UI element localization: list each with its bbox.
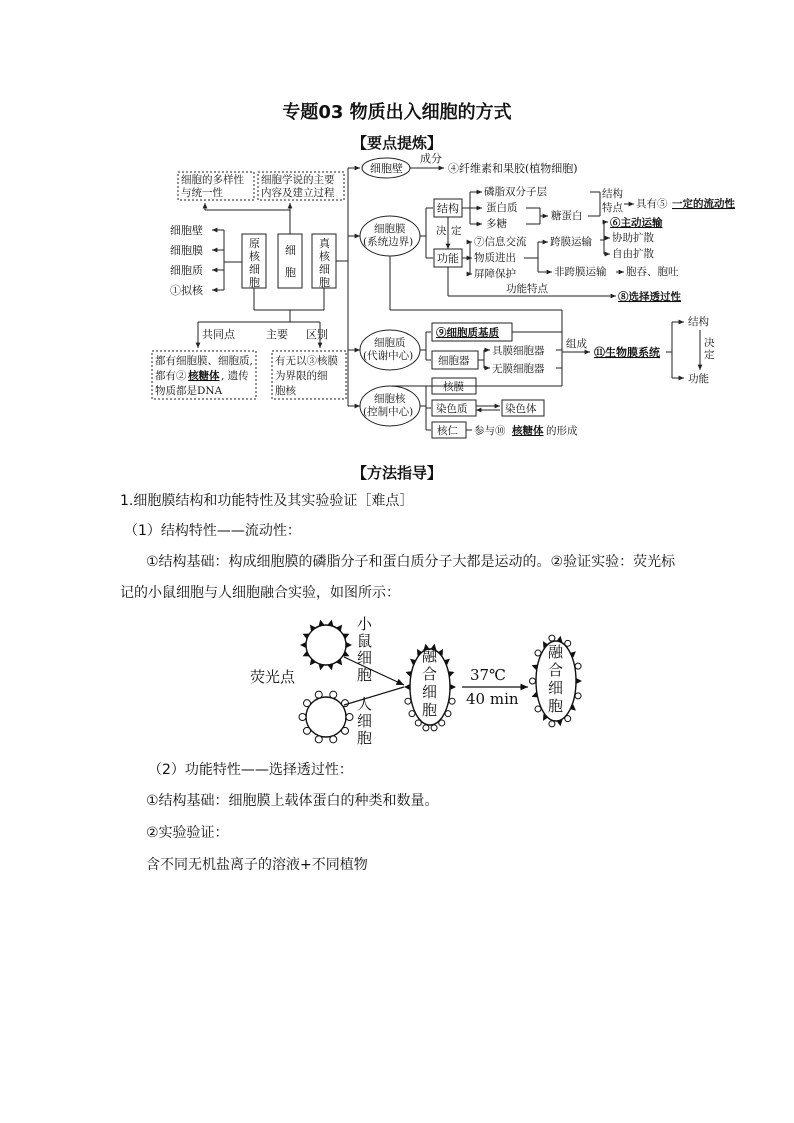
node-membrane-name: 细胞膜 bbox=[374, 223, 406, 235]
fluorescent-dot bbox=[449, 698, 455, 704]
label-temperature: 37℃ bbox=[470, 666, 506, 684]
label-main: 主要 bbox=[266, 328, 288, 341]
box-prokaryote bbox=[249, 237, 261, 289]
label-fused-2c: 细 bbox=[548, 679, 564, 697]
node-free-diffusion: 自由扩散 bbox=[612, 248, 654, 260]
node-cell-wall: 细胞壁 bbox=[370, 162, 403, 175]
fluorescent-dot bbox=[346, 714, 353, 721]
label-human-3: 胞 bbox=[357, 729, 373, 747]
label-human-1: 人 bbox=[357, 695, 373, 713]
fluorescent-marker bbox=[576, 678, 582, 684]
node-transmembrane: 跨膜运输 bbox=[550, 236, 592, 248]
node-polysaccharide: 多糖 bbox=[486, 218, 507, 230]
answer-active-transport: ⑥主动运输 bbox=[610, 217, 663, 229]
text-structure-basis: ①结构基础：构成细胞膜的磷脂分子和蛋白质分子大都是运动的。②验证实验：荧光标 bbox=[146, 554, 676, 570]
node-function-2: 功能 bbox=[688, 373, 709, 385]
svg-text:都有细胞膜、细胞质,: 都有细胞膜、细胞质, bbox=[155, 355, 253, 367]
fluorescent-marker bbox=[557, 720, 563, 726]
section-heading-method: 【方法指导】 bbox=[351, 464, 442, 482]
label-fused-1a: 融 bbox=[422, 647, 438, 665]
svg-text:胞: 胞 bbox=[285, 266, 296, 279]
fluorescent-marker bbox=[300, 642, 306, 648]
left-item-nucleoid: ①拟核 bbox=[170, 284, 203, 297]
fluorescent-dot bbox=[535, 650, 541, 656]
cell-fusion-diagram bbox=[0, 605, 794, 755]
label-fused-2d: 胞 bbox=[548, 697, 564, 715]
label-jue-2: 决 bbox=[704, 337, 715, 349]
fluorescent-marker bbox=[404, 684, 410, 690]
text-function-feature: （2）功能特性——选择透过性： bbox=[148, 762, 353, 778]
box-theory-line2: 内容及建立过程 bbox=[261, 187, 335, 199]
label-participate: 参与⑩ bbox=[474, 425, 506, 437]
human-cell bbox=[306, 697, 346, 737]
label-juyou: 具有⑤ bbox=[636, 198, 668, 210]
fluorescent-dot bbox=[549, 635, 555, 641]
svg-text:核糖体: 核糖体 bbox=[188, 370, 220, 382]
node-endocytosis: 胞吞、胞吐 bbox=[626, 266, 679, 278]
fluorescent-dot bbox=[342, 727, 349, 734]
fluorescent-dot bbox=[303, 727, 310, 734]
text-experiment-intro: 记的小鼠细胞与人细胞融合实验，如图所示： bbox=[120, 585, 400, 601]
fluorescent-dot bbox=[575, 693, 581, 699]
node-transport: 物质进出 bbox=[474, 252, 516, 264]
box-common bbox=[155, 354, 253, 397]
box-structure: 结构 bbox=[437, 202, 459, 215]
label-ding-2: 定 bbox=[704, 349, 715, 361]
fluorescent-marker bbox=[346, 642, 352, 648]
label-duration: 40 min bbox=[466, 690, 519, 708]
concept-map bbox=[0, 150, 794, 450]
svg-text:有无以③核膜: 有无以③核膜 bbox=[275, 355, 338, 367]
node-protein: 蛋白质 bbox=[486, 202, 518, 214]
label-fused-2b: 合 bbox=[548, 661, 564, 679]
answer-ribosome: 核糖体 bbox=[512, 425, 544, 437]
fluorescent-dot bbox=[530, 678, 536, 684]
label-zucheng: 组成 bbox=[566, 338, 587, 350]
fluorescent-dot bbox=[415, 720, 421, 726]
label-struct-feature-1: 结构 bbox=[602, 188, 623, 200]
node-structure-2: 结构 bbox=[688, 316, 709, 328]
box-diversity-line1: 细胞的多样性 bbox=[181, 174, 244, 186]
box-function: 功能 bbox=[437, 252, 459, 265]
page-title: 专题03 物质出入细胞的方式 bbox=[282, 102, 512, 123]
box-nucleolus: 核仁 bbox=[437, 425, 458, 437]
label-struct-feature-2: 特点 bbox=[602, 202, 623, 214]
label-difference: 区别 bbox=[306, 328, 328, 341]
svg-text:原: 原 bbox=[249, 237, 260, 250]
svg-text:都有②: 都有② bbox=[155, 370, 187, 382]
label-mouse-2: 鼠 bbox=[357, 632, 373, 650]
node-nucleus-name: 细胞核 bbox=[374, 393, 406, 405]
label-fluorescent-spot: 荧光点 bbox=[250, 668, 296, 686]
svg-text:细: 细 bbox=[319, 263, 330, 276]
label-mouse-4: 胞 bbox=[357, 666, 373, 684]
box-diversity-line2: 与统一性 bbox=[181, 187, 223, 199]
text-point-1: 1.细胞膜结构和功能特性及其实验验证［难点］ bbox=[120, 493, 414, 509]
svg-text:胞核: 胞核 bbox=[275, 385, 296, 397]
fluorescent-dot bbox=[342, 700, 349, 707]
svg-text:核: 核 bbox=[319, 250, 330, 263]
box-nuclear-membrane: 核膜 bbox=[443, 381, 464, 393]
node-phospholipid: 磷脂双分子层 bbox=[484, 186, 547, 198]
node-cytoplasm-name: 细胞质 bbox=[374, 337, 406, 349]
text-function-basis: ①结构基础：细胞膜上载体蛋白的种类和数量。 bbox=[146, 793, 439, 809]
fluorescent-dot bbox=[431, 725, 437, 731]
fluorescent-dot bbox=[330, 736, 337, 743]
answer-biomembrane: ⑪生物膜系统 bbox=[594, 346, 660, 359]
svg-text:细: 细 bbox=[285, 244, 296, 257]
fluorescent-dot bbox=[565, 716, 571, 722]
box-eukaryote bbox=[319, 236, 331, 289]
fluorescent-dot bbox=[535, 706, 541, 712]
node-membrane-organelle: 具膜细胞器 bbox=[492, 345, 545, 357]
label-ding: 定 bbox=[451, 225, 462, 237]
node-facilitated: 协助扩散 bbox=[612, 232, 654, 244]
fluorescent-dot bbox=[315, 691, 322, 698]
node-nucleus-role: (控制中心) bbox=[363, 406, 414, 418]
svg-text:胞: 胞 bbox=[319, 276, 330, 289]
fluorescent-dot bbox=[575, 663, 581, 669]
node-barrier: 屏障保护 bbox=[474, 268, 516, 280]
fluorescent-dot bbox=[315, 736, 322, 743]
node-cytoplasm-role: (代谢中心) bbox=[363, 350, 414, 362]
fluorescent-dot bbox=[565, 640, 571, 646]
answer-selective: ⑧选择透过性 bbox=[618, 291, 681, 303]
node-signal: ⑦信息交流 bbox=[474, 236, 527, 248]
text-experiment-setup: 含不同无机盐离子的溶液+不同植物 bbox=[146, 857, 368, 873]
text-verification: ②实验验证： bbox=[146, 825, 229, 841]
label-func-feature: 功能特点 bbox=[506, 283, 548, 295]
fluorescent-dot bbox=[330, 691, 337, 698]
node-membrane-role: (系统边界) bbox=[363, 236, 414, 248]
answer-matrix: ⑨细胞质基质 bbox=[436, 327, 499, 339]
node-nonmembrane-organelle: 无膜细胞器 bbox=[492, 363, 545, 375]
label-fused-2a: 融 bbox=[548, 643, 564, 661]
fluorescent-dot bbox=[549, 721, 555, 727]
svg-text:真: 真 bbox=[319, 237, 330, 250]
box-organelle: 细胞器 bbox=[438, 355, 470, 367]
svg-text:核: 核 bbox=[249, 250, 260, 263]
fluorescent-dot bbox=[439, 720, 445, 726]
fluorescent-marker bbox=[557, 636, 563, 642]
label-jue: 决 bbox=[436, 225, 447, 237]
fluorescent-dot bbox=[409, 711, 415, 717]
text-structure-feature: （1）结构特性——流动性： bbox=[124, 523, 301, 539]
box-chromatin: 染色质 bbox=[436, 403, 468, 415]
section-heading-key-points: 【要点提炼】 bbox=[351, 134, 442, 152]
svg-text:物质都是DNA: 物质都是DNA bbox=[155, 385, 223, 397]
node-wall-composition: ④纤维素和果胶(植物细胞) bbox=[448, 162, 578, 175]
box-theory-line1: 细胞学说的主要 bbox=[261, 174, 335, 186]
fluorescent-dot bbox=[303, 700, 310, 707]
svg-text:胞: 胞 bbox=[249, 276, 260, 289]
fluorescent-dot bbox=[405, 698, 411, 704]
label-human-2: 细 bbox=[357, 712, 373, 730]
box-difference bbox=[275, 354, 338, 397]
fluorescent-dot bbox=[299, 714, 306, 721]
node-glycoprotein: 糖蛋白 bbox=[551, 210, 583, 222]
svg-text:为界限的细: 为界限的细 bbox=[275, 370, 328, 382]
svg-text:, 遗传: , 遗传 bbox=[221, 370, 249, 382]
fluorescent-dot bbox=[445, 711, 451, 717]
node-non-transmembrane: 非跨膜运输 bbox=[554, 266, 607, 278]
svg-text:细: 细 bbox=[249, 263, 260, 276]
left-item-wall: 细胞壁 bbox=[170, 224, 203, 237]
label-fused-1b: 合 bbox=[422, 665, 438, 683]
left-item-membrane: 细胞膜 bbox=[170, 244, 203, 257]
label-mouse-3: 细 bbox=[357, 649, 373, 667]
label-formation: 的形成 bbox=[546, 425, 578, 437]
label-common: 共同点 bbox=[202, 328, 235, 341]
mouse-cell bbox=[306, 625, 346, 665]
box-cell bbox=[285, 244, 296, 279]
label-mouse-1: 小 bbox=[357, 615, 373, 633]
answer-fluidity: 一定的流动性 bbox=[672, 198, 735, 210]
box-chromosome: 染色体 bbox=[505, 403, 537, 415]
label-fused-1d: 胞 bbox=[422, 701, 438, 719]
left-item-cytoplasm: 细胞质 bbox=[170, 264, 203, 277]
fluorescent-dot bbox=[423, 725, 429, 731]
label-chengfen: 成分 bbox=[420, 152, 442, 165]
fluorescent-marker bbox=[450, 684, 456, 690]
label-fused-1c: 细 bbox=[422, 683, 438, 701]
